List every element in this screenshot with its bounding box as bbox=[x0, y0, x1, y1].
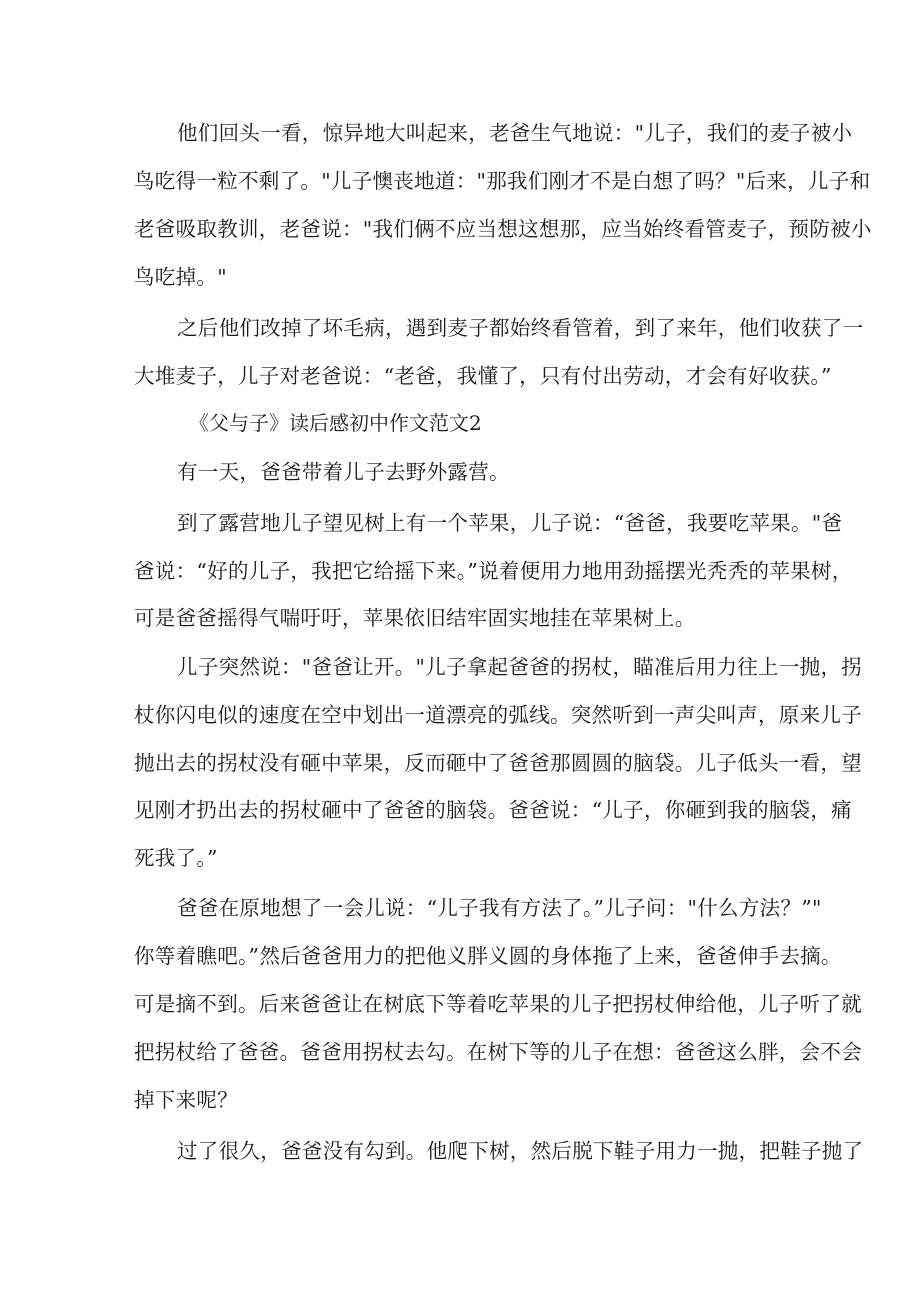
paragraph-4-line-3: 可是爸爸摇得气喘吁吁，苹果依旧结牢固实地挂在苹果树上。 bbox=[134, 606, 696, 630]
section-heading: 《父与子》读后感初中作文范文2 bbox=[189, 411, 482, 435]
paragraph-5-line-4: 见刚才扔出去的拐杖砸中了爸爸的脑袋。爸爸说：“儿子，你砸到我的脑袋，痛 bbox=[134, 798, 852, 822]
paragraph-5-line-3: 抛出去的拐杖没有砸中苹果，反而砸中了爸爸那圆圆的脑袋。儿子低头一看，望 bbox=[134, 751, 862, 775]
paragraph-2-line-1: 之后他们改掉了坏毛病，遇到麦子都始终看管着，到了来年，他们收获了一 bbox=[177, 316, 864, 340]
paragraph-6-line-2: 你等着瞧吧。”然后爸爸用力的把他义胖义圆的身体拖了上来，爸爸伸手去摘。 bbox=[134, 944, 842, 968]
paragraph-4-line-2: 爸说：“好的儿子，我把它给摇下来。”说着便用力地用劲摇摆光秃秃的苹果树， bbox=[134, 559, 853, 583]
paragraph-5-line-5: 死我了。” bbox=[134, 846, 218, 870]
paragraph-6-line-3: 可是摘不到。后来爸爸让在树底下等着吃苹果的儿子把拐杖伸给他，儿子听了就 bbox=[134, 992, 862, 1016]
paragraph-1-line-3: 老爸吸取教训，老爸说："我们俩不应当想这想那，应当始终看管麦子，预防被小 bbox=[134, 217, 872, 241]
paragraph-6-line-1: 爸爸在原地想了一会儿说：“儿子我有方法了。”儿子问："什么方法？”" bbox=[177, 896, 822, 920]
paragraph-3-line-1: 有一天，爸爸带着儿子去野外露营。 bbox=[177, 460, 510, 484]
paragraph-1-line-2: 鸟吃得一粒不剩了。"儿子懊丧地道："那我们刚才不是白想了吗？"后来，儿子和 bbox=[134, 169, 871, 193]
paragraph-1-line-4: 鸟吃掉。" bbox=[134, 265, 227, 289]
paragraph-2-line-2: 大堆麦子，儿子对老爸说：“老爸，我懂了，只有付出劳动，才会有好收获。” bbox=[134, 364, 832, 388]
paragraph-6-line-5: 掉下来呢？ bbox=[134, 1088, 238, 1112]
paragraph-5-line-2: 杖你闪电似的速度在空中划出一道漂亮的弧线。突然听到一声尖叫声，原来儿子 bbox=[134, 703, 862, 727]
paragraph-7-line-1: 过了很久，爸爸没有勾到。他爬下树，然后脱下鞋子用力一抛，把鞋子抛了 bbox=[177, 1139, 864, 1163]
paragraph-1-line-1: 他们回头一看，惊异地大叫起来，老爸生气地说："儿子，我们的麦子被小 bbox=[177, 121, 853, 145]
paragraph-5-line-1: 儿子突然说："爸爸让开。"儿子拿起爸爸的拐杖，瞄准后用力往上一抛，拐 bbox=[177, 655, 863, 679]
paragraph-6-line-4: 把拐杖给了爸爸。爸爸用拐杖去勾。在树下等的儿子在想：爸爸这么胖，会不会 bbox=[134, 1040, 862, 1064]
paragraph-4-line-1: 到了露营地儿子望见树上有一个苹果，儿子说：“爸爸，我要吃苹果。"爸 bbox=[177, 511, 843, 535]
